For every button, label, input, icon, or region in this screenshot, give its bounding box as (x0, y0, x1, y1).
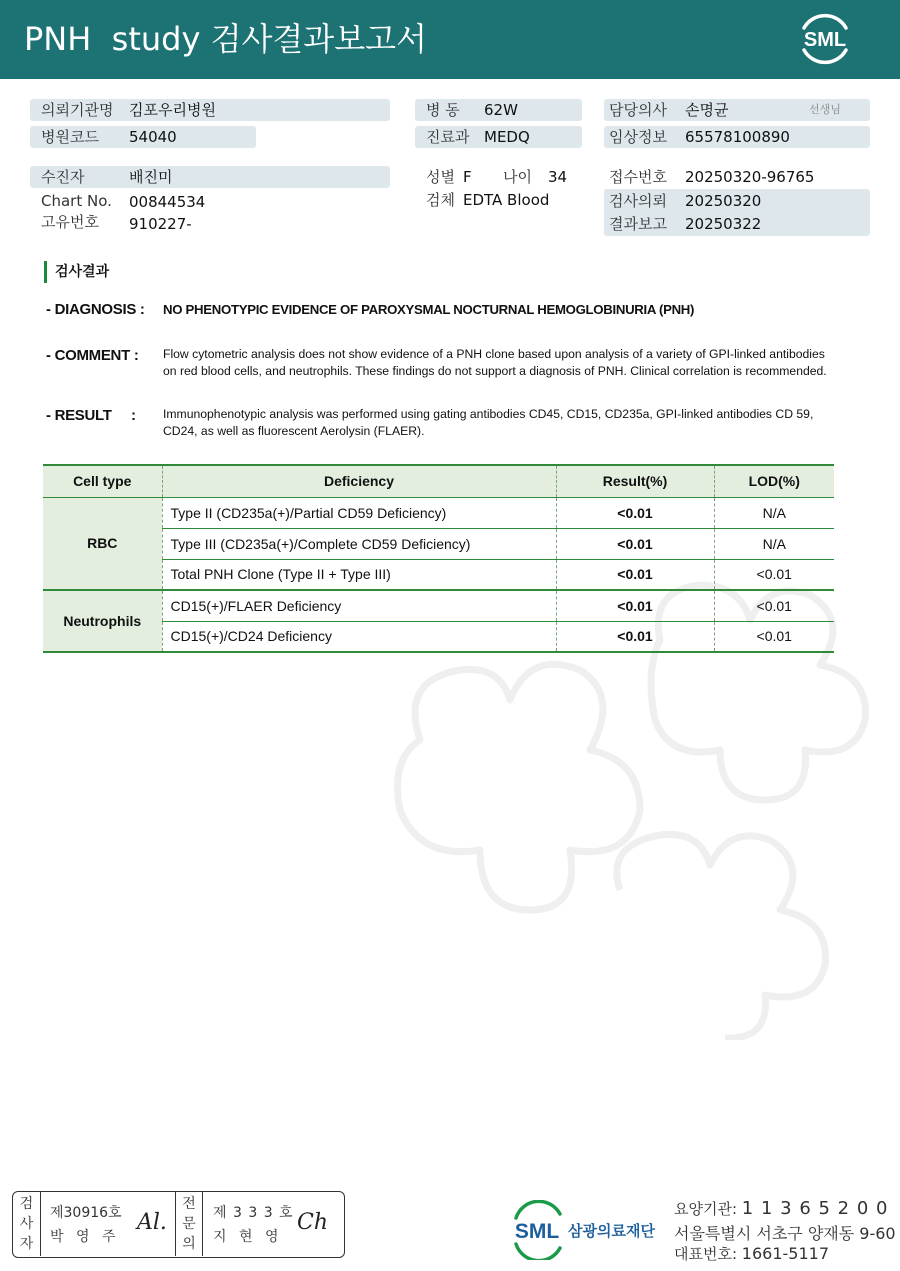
unique-label: 고유번호 (41, 213, 99, 231)
footer-phone-line (674, 1243, 829, 1264)
hospital-code-label: 병원코드 (41, 128, 99, 146)
examiner-signature: Al. (137, 1210, 167, 1235)
age-label: 나이 (503, 168, 532, 186)
col-header-deficiency: Deficiency (162, 465, 556, 497)
col-header-cell-type: Cell type (43, 465, 162, 497)
dept-value: MEDQ (484, 128, 530, 146)
request-label: 검사의뢰 (609, 192, 667, 210)
patient-label: 수진자 (41, 168, 85, 186)
ward-value: 62W (484, 101, 518, 119)
sml-logo-text: SML (803, 29, 847, 51)
footer-address: 서울특별시 서초구 양재동 9-60 (674, 1224, 896, 1243)
diagnosis-label: - DIAGNOSIS : (46, 301, 145, 318)
sex-label: 성별 (426, 168, 455, 186)
cell-type-neutrophils: Neutrophils (43, 590, 162, 652)
specimen-value: EDTA Blood (463, 191, 550, 209)
specialist-license: 제 3 3 3 호 (213, 1205, 294, 1221)
lod-cell: N/A (714, 497, 834, 528)
result-text: Immunophenotypic analysis was performed using gating antibodies CD45, CD15, CD235a, GPI-linked antibodies CD 59, CD24, as well as fluorescent Aerolysin (FLAER). (163, 407, 814, 438)
report-header (0, 0, 900, 79)
col-header-result: Result(%) (556, 465, 714, 497)
unique-value: 910227- (129, 215, 192, 233)
chart-label: Chart No. (41, 192, 112, 210)
specialist-name: 지 현 영 (213, 1229, 283, 1245)
specialist-title-char: 의 (182, 1236, 196, 1252)
specialist-title-char: 문 (182, 1216, 196, 1232)
sml-logo-icon (796, 12, 854, 66)
examiner-title-char: 자 (19, 1236, 34, 1252)
deficiency-cell: Total PNH Clone (Type II + Type III) (162, 559, 556, 590)
ward-label: 병 동 (426, 101, 460, 119)
request-value: 20250320 (685, 192, 762, 210)
specialist-title (175, 1192, 203, 1256)
comment-label: - COMMENT : (46, 347, 139, 364)
result-cell: <0.01 (556, 497, 714, 528)
sex-value: F (463, 168, 472, 186)
result-cell: <0.01 (556, 528, 714, 559)
section-title: 검사결과 (44, 261, 109, 283)
examiner-title-char: 사 (19, 1216, 34, 1232)
doctor-label: 담당의사 (609, 101, 667, 119)
footer-phone-label: 대표번호: (674, 1245, 742, 1263)
result-cell: <0.01 (556, 590, 714, 621)
examiner-name: 박 영 주 (50, 1229, 120, 1245)
table-row (43, 497, 834, 528)
report-date-label: 결과보고 (609, 215, 667, 233)
chart-value: 00844534 (129, 193, 206, 211)
age-value: 34 (548, 168, 568, 186)
specialist-title-char: 전 (182, 1196, 196, 1212)
footer-org-name: 삼광의료재단 (568, 1222, 655, 1240)
table-row (43, 621, 834, 652)
table-row (43, 528, 834, 559)
dept-label: 진료과 (426, 128, 470, 146)
specimen-label: 검체 (426, 191, 455, 209)
deficiency-cell: Type II (CD235a(+)/Partial CD59 Deficiency) (162, 497, 556, 528)
col-header-lod: LOD(%) (714, 465, 834, 497)
footer-logo-text: SML (514, 1220, 560, 1243)
examiner-license: 제30916호 (50, 1205, 122, 1221)
deficiency-cell: CD15(+)/CD24 Deficiency (162, 621, 556, 652)
results-table (43, 464, 834, 653)
lod-cell: <0.01 (714, 559, 834, 590)
result-label: - RESULT : (46, 407, 136, 424)
footer-sml-logo-icon (510, 1200, 670, 1260)
receipt-value: 20250320-96765 (685, 168, 815, 186)
result-cell: <0.01 (556, 621, 714, 652)
lod-cell: <0.01 (714, 590, 834, 621)
examiner-title-char: 검 (19, 1196, 34, 1212)
signature-stamp (12, 1191, 345, 1258)
deficiency-cell: CD15(+)/FLAER Deficiency (162, 590, 556, 621)
lod-cell: <0.01 (714, 621, 834, 652)
footer-code-label: 요양기관: (674, 1200, 742, 1218)
report-date-value: 20250322 (685, 215, 762, 233)
receipt-label: 접수번호 (609, 168, 667, 186)
footer-phone-value: 1661-5117 (741, 1244, 830, 1263)
deficiency-cell: Type III (CD235a(+)/Complete CD59 Deficiency) (162, 528, 556, 559)
table-row (43, 590, 834, 621)
table-row (43, 559, 834, 590)
patient-value: 배진미 (129, 168, 173, 186)
examiner-title (13, 1192, 41, 1256)
hospital-label: 의뢰기관명 (41, 101, 114, 119)
footer-code-value: 1 1 3 6 5 2 0 0 (741, 1198, 889, 1219)
hospital-value: 김포우리병원 (129, 101, 216, 119)
diagnosis-text: NO PHENOTYPIC EVIDENCE OF PAROXYSMAL NOCTURNAL HEMOGLOBINURIA (PNH) (163, 302, 695, 317)
specialist-signature: Ch (297, 1210, 329, 1235)
doctor-suffix: 선생님 (809, 103, 841, 116)
result-cell: <0.01 (556, 559, 714, 590)
hospital-code-value: 54040 (129, 128, 177, 146)
table-header-row (43, 465, 834, 497)
report-title: PNH study 검사결과보고서 (24, 20, 427, 58)
cell-type-rbc: RBC (43, 497, 162, 590)
comment-text: Flow cytometric analysis does not show evidence of a PNH clone based upon analysis of a variety of GPI-linked antibodies on red blood cells, and neutrophils. These findings do not support a diagnosis of PNH. Clinical correlation is recommended. (163, 347, 827, 378)
doctor-value: 손명균 (685, 101, 729, 119)
clinical-label: 임상정보 (609, 128, 667, 146)
lod-cell: N/A (714, 528, 834, 559)
footer-code-line (674, 1198, 888, 1219)
clinical-value: 65578100890 (685, 128, 790, 146)
